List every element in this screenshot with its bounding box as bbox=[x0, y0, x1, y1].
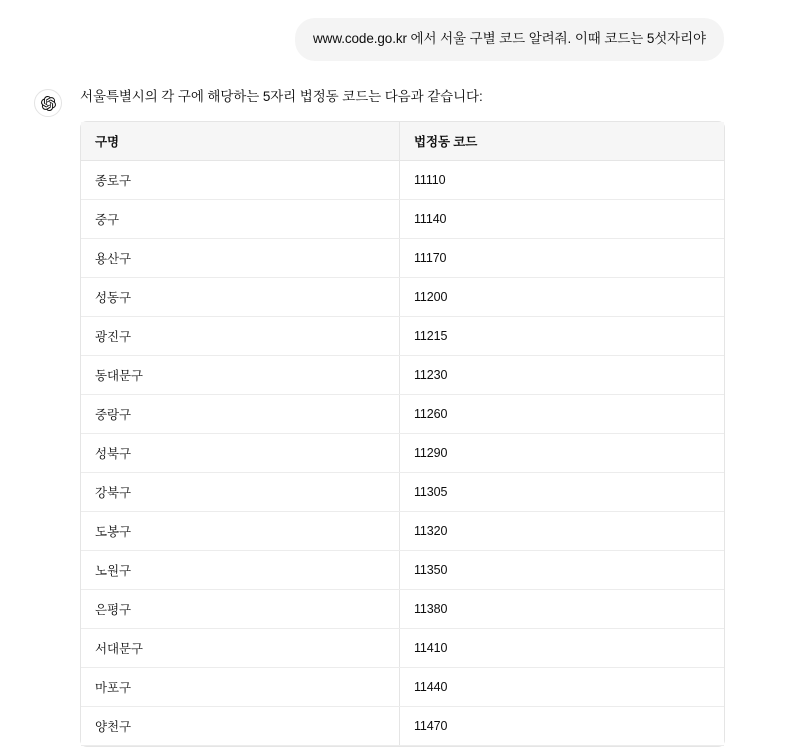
cell-code: 11470 bbox=[400, 707, 725, 746]
cell-code: 11215 bbox=[400, 317, 725, 356]
assistant-avatar bbox=[34, 89, 62, 117]
table-row bbox=[81, 395, 724, 434]
table-header-row bbox=[81, 122, 724, 161]
cell-code: 11170 bbox=[400, 239, 725, 278]
cell-district: 동대문구 bbox=[81, 356, 400, 395]
table-row bbox=[81, 434, 724, 473]
cell-code: 11260 bbox=[400, 395, 725, 434]
cell-code: 11350 bbox=[400, 551, 725, 590]
cell-district: 마포구 bbox=[81, 668, 400, 707]
cell-code: 11200 bbox=[400, 278, 725, 317]
cell-code: 11305 bbox=[400, 473, 725, 512]
cell-code: 11140 bbox=[400, 200, 725, 239]
table-row bbox=[81, 239, 724, 278]
cell-code: 11230 bbox=[400, 356, 725, 395]
table-row bbox=[81, 707, 724, 746]
cell-district: 광진구 bbox=[81, 317, 400, 356]
table-row bbox=[81, 200, 724, 239]
table-row bbox=[81, 161, 724, 200]
user-message-row bbox=[0, 0, 794, 61]
assistant-intro-text: 서울특별시의 각 구에 해당하는 5자리 법정동 코드는 다음과 같습니다: bbox=[80, 89, 483, 104]
table-row bbox=[81, 551, 724, 590]
table-body bbox=[81, 161, 724, 746]
cell-code: 11320 bbox=[400, 512, 725, 551]
cell-district: 도봉구 bbox=[81, 512, 400, 551]
table-row bbox=[81, 590, 724, 629]
table-row bbox=[81, 629, 724, 668]
column-header-code: 법정동 코드 bbox=[400, 122, 725, 161]
cell-district: 성북구 bbox=[81, 434, 400, 473]
assistant-content bbox=[80, 87, 724, 747]
table-head bbox=[81, 122, 724, 161]
table-row bbox=[81, 473, 724, 512]
cell-district: 성동구 bbox=[81, 278, 400, 317]
table-row bbox=[81, 278, 724, 317]
cell-code: 11290 bbox=[400, 434, 725, 473]
cell-district: 강북구 bbox=[81, 473, 400, 512]
cell-code: 11440 bbox=[400, 668, 725, 707]
cell-district: 양천구 bbox=[81, 707, 400, 746]
district-code-table-wrapper bbox=[80, 121, 725, 747]
column-header-district: 구명 bbox=[81, 122, 400, 161]
cell-code: 11380 bbox=[400, 590, 725, 629]
district-code-table bbox=[81, 122, 724, 746]
cell-code: 11410 bbox=[400, 629, 725, 668]
cell-district: 중랑구 bbox=[81, 395, 400, 434]
table-row bbox=[81, 356, 724, 395]
cell-district: 은평구 bbox=[81, 590, 400, 629]
assistant-message-row bbox=[0, 61, 794, 747]
table-row bbox=[81, 317, 724, 356]
table-row bbox=[81, 512, 724, 551]
user-message-bubble[interactable]: www.code.go.kr 에서 서울 구별 코드 알려줘. 이때 코드는 5섯자리야 bbox=[295, 18, 724, 61]
cell-district: 노원구 bbox=[81, 551, 400, 590]
openai-logo-icon bbox=[41, 96, 56, 111]
cell-district: 종로구 bbox=[81, 161, 400, 200]
table-row bbox=[81, 668, 724, 707]
cell-district: 중구 bbox=[81, 200, 400, 239]
cell-district: 서대문구 bbox=[81, 629, 400, 668]
cell-code: 11110 bbox=[400, 161, 725, 200]
cell-district: 용산구 bbox=[81, 239, 400, 278]
